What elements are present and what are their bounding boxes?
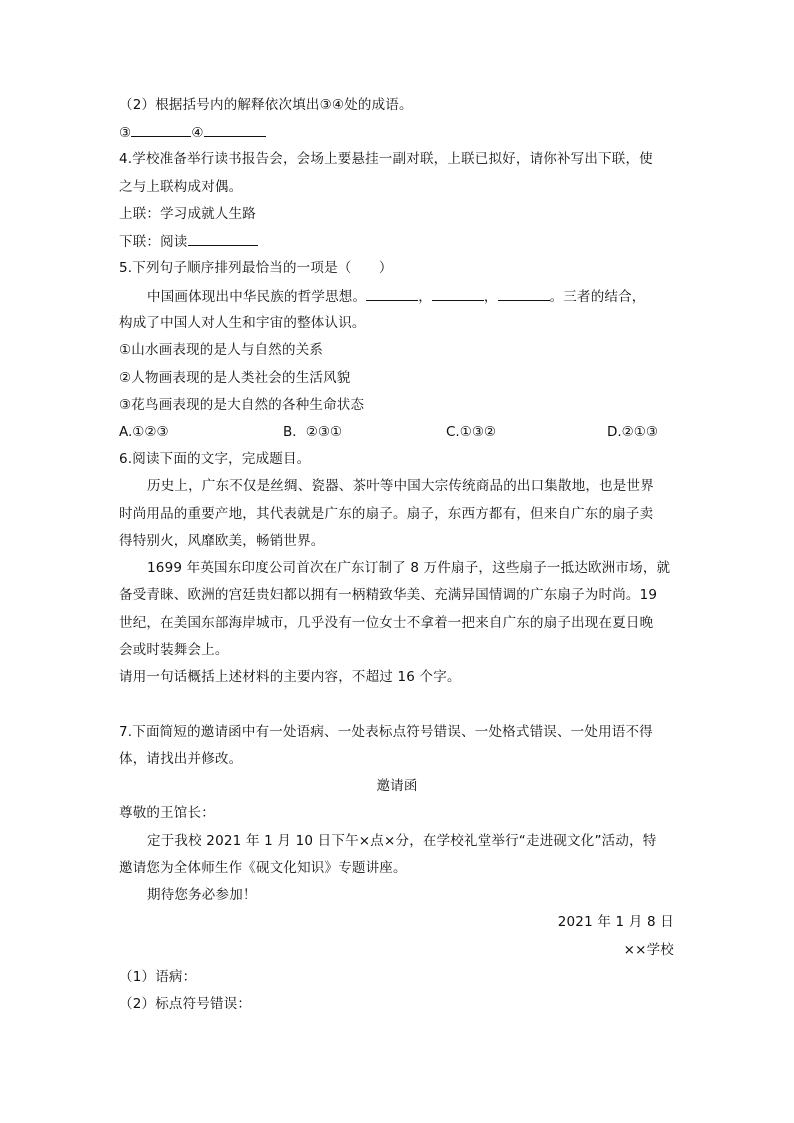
answer-punctuation: （2）标点符号错误： — [119, 996, 252, 1012]
q5-para2: 构成了中国人对人生和宇宙的整体认识。 — [119, 315, 366, 331]
letter-title: 邀请函 — [376, 778, 418, 794]
q6-stem: 6.阅读下面的文字，完成题目。 — [119, 451, 311, 467]
q4-lower-couplet — [119, 232, 258, 251]
letter-date: 2021 年 1 月 8 日 — [557, 914, 674, 930]
q5-blank-2[interactable] — [432, 287, 484, 301]
q6-p2-line3: 世纪，在美国东部海岸城市，几乎没有一位女士不拿着一把来自广东的扇子出现在夏日晚 — [119, 615, 654, 631]
blank3-line[interactable] — [131, 123, 191, 137]
q5-stem: 5.下列句子顺序排列最恰当的一项是（ ） — [119, 260, 393, 276]
q5-blank-3[interactable] — [498, 287, 550, 301]
q3-blanks — [119, 123, 266, 142]
letter-body-line2: 邀请您为全体师生作《砚文化知识》专题讲座。 — [119, 860, 407, 876]
letter-body-line1: 定于我校 2021 年 1 月 10 日下午×点×分，在学校礼堂举行“走进砚文化”活动，特 — [147, 833, 657, 849]
q6-task: 请用一句话概括上述材料的主要内容，不超过 16 个字。 — [119, 669, 461, 685]
q6-p2-line4: 会或时装舞会上。 — [119, 642, 229, 658]
q6-p1-line3: 得特别火，风靡欧美，畅销世界。 — [119, 533, 325, 549]
q6-p1-line1: 历史上，广东不仅是丝绸、瓷器、茶叶等中国大宗传统商品的出口集散地，也是世界 — [147, 478, 654, 494]
q5-item1: ①山水画表现的是人与自然的关系 — [119, 342, 324, 358]
letter-signature: ××学校 — [623, 942, 674, 958]
blank4-line[interactable] — [204, 123, 266, 137]
q5-item3: ③花鸟画表现的是大自然的各种生命状态 — [119, 397, 365, 413]
q6-p2-line2: 备受青睐、欧洲的宫廷贵妇都以拥有一柄精致华美、充满异国情调的广东扇子为时尚。19 — [119, 587, 658, 603]
q5-para1-text: 中国画体现出中华民族的哲学思想。 — [147, 289, 367, 305]
q5-item2: ②人物画表现的是人类社会的生活风貌 — [119, 370, 351, 386]
blank3-label: ③ — [119, 125, 132, 141]
q5-option-c[interactable]: C.①③② — [446, 424, 497, 440]
q5-sep-1: ， — [418, 289, 432, 305]
q5-option-d[interactable]: D.②①③ — [607, 424, 658, 440]
q5-sep-2: ， — [483, 289, 498, 305]
q5-para1 — [147, 287, 646, 306]
letter-salutation: 尊敬的王馆长： — [119, 805, 215, 821]
q6-p2-line1: 1699 年英国东印度公司首次在广东订制了 8 万件扇子，这些扇子一抵达欧洲市场，就 — [147, 560, 671, 576]
q5-option-a[interactable]: A.①②③ — [119, 424, 169, 440]
blank4-label: ④ — [191, 125, 204, 141]
q5-option-b[interactable]: B．②③① — [283, 424, 343, 440]
q4-upper-couplet: 上联：学习成就人生路 — [119, 206, 256, 222]
q7-line1: 7.下面简短的邀请函中有一处语病、一处表标点符号错误、一处格式错误、一处用语不得 — [119, 724, 653, 740]
q7-line2: 体，请找出并修改。 — [119, 751, 243, 767]
q4-line2: 之与上联构成对偶。 — [119, 179, 243, 195]
q5-blank-1[interactable] — [366, 287, 418, 301]
letter-closing: 期待您务必参加！ — [147, 887, 257, 903]
q4-line1: 4.学校准备举行读书报告会，会场上要悬挂一副对联，上联已拟好，请你补写出下联，使 — [119, 151, 653, 167]
q6-p1-line2: 时尚用品的重要产地，其代表就是广东的扇子。扇子，东西方都有，但来自广东的扇子卖 — [119, 506, 654, 522]
lower-prefix: 下联：阅读 — [119, 234, 188, 250]
q5-para1-end: 。三者的结合， — [549, 289, 646, 305]
answer-grammar: （1）语病： — [119, 969, 197, 985]
q3-sub2: （2）根据括号内的解释依次填出③④处的成语。 — [119, 97, 413, 113]
lower-couplet-blank[interactable] — [188, 232, 258, 246]
